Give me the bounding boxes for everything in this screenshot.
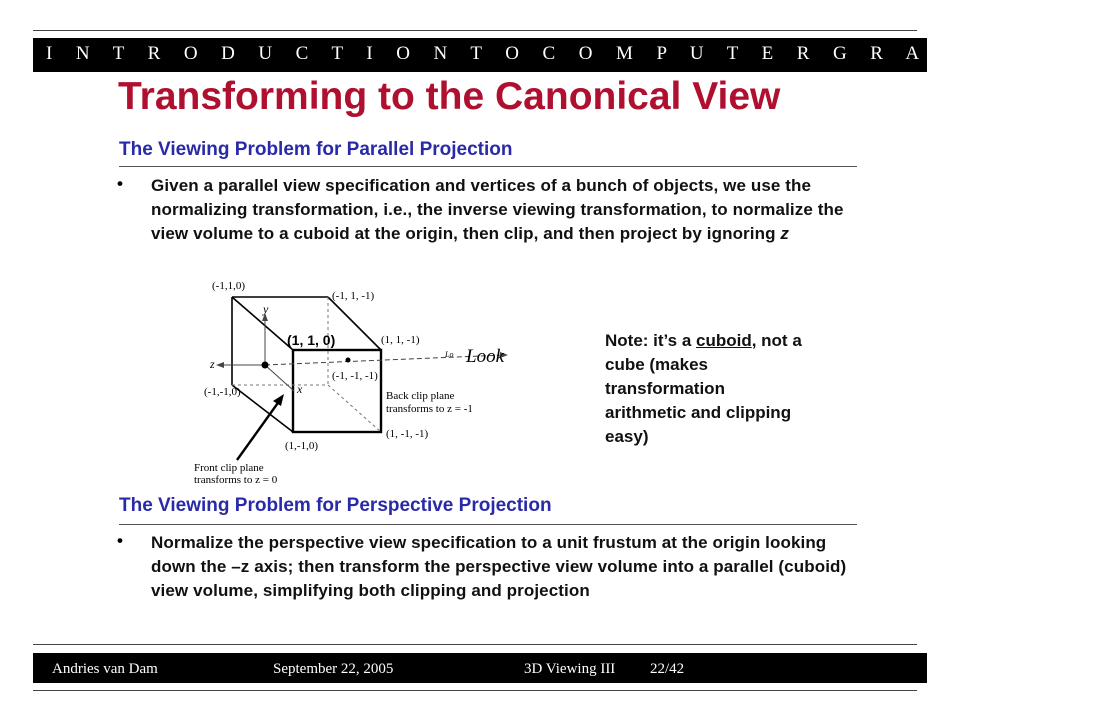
back-clip-label-2: transforms to z = -1 [386,403,473,415]
footer-bar [33,653,927,683]
bullet-marker: • [117,174,123,193]
cuboid-note: Note: it’s a cuboid, not a cube (makes transformation arithmetic and clipping easy) [605,331,802,446]
axis-x-label: x [297,382,303,396]
lo-label: Lo [445,350,454,359]
section1-heading: The Viewing Problem for Parallel Projection [119,139,513,160]
front-clip-label-2: transforms to z = 0 [194,474,278,486]
footer-date: September 22, 2005 [273,661,394,677]
label-front-tr: (1, 1, 0) [287,332,336,348]
axis-y-label: y [263,302,269,316]
slide-title: Transforming to the Canonical View [118,75,781,118]
axis-z-label: z [210,357,215,371]
section2-rule [119,524,857,525]
z-variable: z [780,224,789,243]
footer-top-rule [33,644,917,645]
label-tl: (-1,1,0) [212,280,245,292]
look-label: Look [466,346,504,367]
top-rule [33,30,917,31]
section1-bullet: Given a parallel view specification and vertices of a bunch of objects, we use the normalizing transformation, i.e., the inverse viewing transformation, to normalize the view volume to a cuboid at the origin, then clip, and then project by ignoring z [151,176,844,243]
bullet-marker: • [117,531,123,550]
label-front-br: (1,-1,0) [285,440,318,452]
cuboid-word: cuboid [696,331,752,350]
course-title: I N T R O D U C T I O N T O C O M P U T E R G R A P H I C S [46,43,1098,64]
section1-rule [119,166,857,167]
footer-topic: 3D Viewing III [524,661,616,677]
label-back-tr: (1, 1, -1) [381,334,420,346]
label-bl: (-1,-1,0) [204,386,241,398]
label-tr: (-1, 1, -1) [332,290,375,302]
front-clip-label-1: Front clip plane [194,462,264,474]
section2-heading: The Viewing Problem for Perspective Projection [119,495,552,516]
footer-bottom-rule [33,690,917,691]
label-mid-bl: (-1, -1, -1) [332,370,378,382]
section2-bullet: Normalize the perspective view specification to a unit frustum at the origin looking down the –z axis; then transform the perspective view volume into a parallel (cuboid) view volume, simplifying both clipping and projection [151,533,847,600]
label-back-br: (1, -1, -1) [386,428,429,440]
back-clip-label-1: Back clip plane [386,390,455,402]
footer-page: 22/42 [650,661,685,677]
footer-author: Andries van Dam [52,661,158,677]
